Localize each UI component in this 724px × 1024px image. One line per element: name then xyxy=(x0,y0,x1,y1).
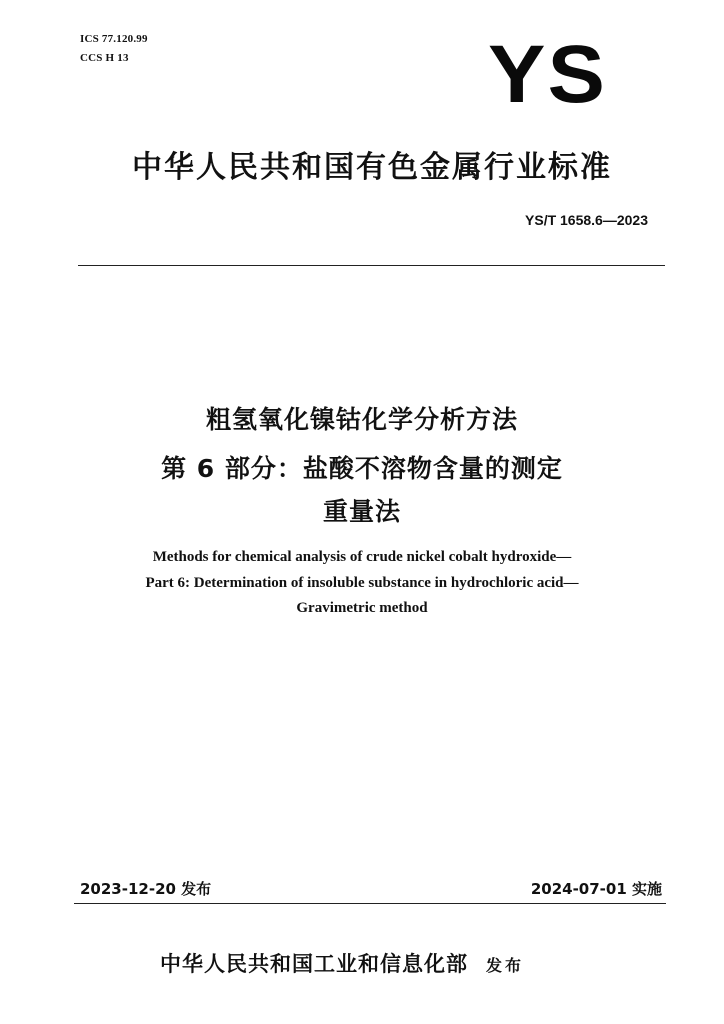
standard-category-title: 中华人民共和国有色金属行业标准 xyxy=(132,150,612,185)
issue-date: 2023-12-20 发布 xyxy=(80,880,212,898)
issuer-line xyxy=(160,948,524,978)
implementation-date: 2024-07-01 实施 xyxy=(530,880,662,898)
chinese-title-line-3: 重量法 xyxy=(322,497,401,526)
issuer-name: 中华人民共和国工业和信息化部 xyxy=(160,951,468,976)
issuer-action: 发布 xyxy=(486,956,525,975)
chinese-title-line-1: 粗氢氧化镍钴化学分析方法 xyxy=(205,405,518,434)
standard-number: YS/T 1658.6—2023 xyxy=(525,212,648,228)
ics-code: ICS 77.120.99 xyxy=(80,33,148,45)
chinese-title-line-2: 第 6 部分：盐酸不溶物含量的测定 xyxy=(161,454,563,483)
english-title-line-1: Methods for chemical analysis of crude nickel cobalt hydroxide— xyxy=(152,549,572,565)
english-title-line-2: Part 6: Determination of insoluble substance in hydrochloric acid— xyxy=(145,575,579,591)
footer-divider xyxy=(74,903,666,904)
english-title-line-3: Gravimetric method xyxy=(296,600,428,616)
header-divider xyxy=(78,265,665,266)
ys-logo: YS xyxy=(488,29,608,120)
ccs-code: CCS H 13 xyxy=(80,52,129,64)
